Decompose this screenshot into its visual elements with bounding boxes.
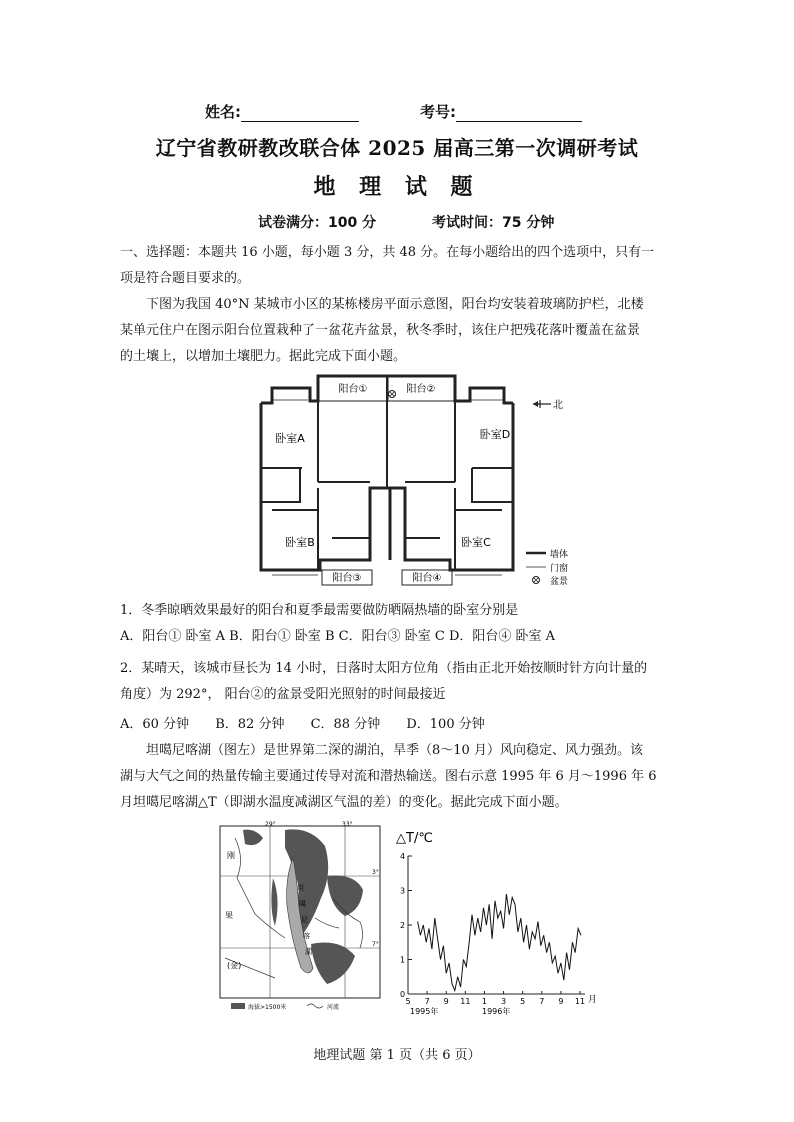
x-tick-label: 7 [539, 997, 545, 1006]
passage-1 [120, 292, 700, 370]
x-tick-label: 11 [574, 997, 586, 1006]
full-score: 试卷满分：100 分 [258, 215, 377, 231]
x-tick-label: 1 [481, 997, 487, 1006]
question-2 [120, 656, 720, 708]
passage-2-line2: 湖与大气之间的热量传输主要通过传导对流和潜热输送。图右示意 1995 年 6 月～1996 年 6 [120, 769, 657, 784]
wall-left [261, 403, 272, 570]
section-heading-line2: 项是符合题目要求的。 [120, 271, 251, 286]
option-b: B．82 分钟 [215, 717, 285, 732]
y-tick-label: 0 [400, 990, 406, 999]
question-2-stem-line2: 角度）为 292°， 阳台②的盆景受阳光照射的时间最接近 [120, 687, 446, 702]
delta-t-chart [390, 826, 605, 1022]
legend-elevation-swatch [231, 1003, 245, 1009]
exam-no-field [420, 101, 582, 122]
balcony-4-label: 阳台④ [412, 573, 442, 584]
lon-33-label: 33° [342, 821, 353, 828]
country-label-1: 刚 [227, 851, 235, 860]
exam-title: 辽宁省教研教改联合体 2025 届高三第一次调研考试 [155, 136, 639, 160]
chart-ylabel: △T/℃ [396, 831, 433, 846]
exam-time: 考试时间：75 分钟 [432, 215, 555, 231]
lat-3-label: 3° [372, 869, 379, 876]
name-label: 姓名: [205, 103, 241, 121]
exam-no-blank[interactable] [456, 107, 582, 122]
question-1 [120, 598, 720, 650]
legend-elevation-label: 海拔>1500米 [248, 1004, 287, 1011]
x-tick-label: 3 [501, 997, 507, 1006]
balcony-1-label: 阳台① [338, 384, 368, 395]
lake-label-3: 尼 [301, 916, 308, 924]
x-tick-label: 9 [443, 997, 449, 1006]
legend-river-label: 河流 [327, 1004, 340, 1011]
y-tick-label: 1 [400, 955, 406, 965]
passage-2-line1: 坦噶尼喀湖（图左）是世界第二深的湖泊，旱季（8～10 月）风向稳定、风力强劲。该 [146, 743, 643, 758]
legend-pot-icon [533, 577, 540, 584]
name-blank[interactable] [241, 107, 359, 122]
wall-bottom-left [272, 488, 390, 570]
question-1-options: A．阳台① 卧室 A B．阳台① 卧室 B C．阳台③ 卧室 C D．阳台④ 卧室 A [120, 629, 556, 644]
section-heading [120, 240, 700, 292]
bedroom-b-label: 卧室B [285, 536, 315, 549]
series-line [418, 894, 581, 991]
question-1-stem: 1．冬季晾晒效果最好的阳台和夏季最需要做防晒隔热墙的卧室分别是 [120, 603, 519, 618]
lon-29-label: 29° [265, 821, 276, 828]
lake-label-2: 噶 [299, 900, 306, 908]
floor-plan-figure [250, 370, 570, 592]
country-label-2: 果 [225, 911, 233, 920]
option-a: A．60 分钟 [120, 717, 190, 732]
x-tick-label: 5 [405, 997, 411, 1006]
balcony-2-label: 阳台② [406, 384, 436, 395]
section-heading-line1: 一、选择题：本题共 16 小题，每小题 3 分，共 48 分。在每小题给出的四个选项中，只有一 [120, 245, 655, 260]
chart-xlabel: 月 [588, 995, 598, 1005]
wall-bottom-right [370, 488, 390, 560]
question-2-stem-line1: 2．某晴天，该城市昼长为 14 小时，日落时太阳方位角（指由正北开始按顺时针方向计量的 [120, 661, 648, 676]
exam-subtitle: 地 理 试 题 [313, 174, 481, 200]
year-label-1996: 1996年 [482, 1007, 511, 1016]
page-footer: 地理试题 第 1 页（共 6 页） [313, 1048, 481, 1063]
name-field [205, 101, 359, 122]
country-label-3: (金) [227, 961, 242, 970]
legend-pot-label: 盆景 [550, 577, 569, 587]
pot-marker [389, 391, 396, 398]
bedroom-a-label: 卧室A [275, 432, 305, 445]
lake-map-figure [215, 818, 385, 1018]
option-d: D．100 分钟 [406, 717, 485, 732]
passage-2 [120, 738, 700, 816]
legend-wall-label: 墙体 [550, 550, 569, 560]
bedroom-d-label: 卧室D [479, 428, 511, 441]
option-c: C．88 分钟 [310, 717, 381, 732]
passage-1-line2: 某单元住户在图示阳台位置栽种了一盆花卉盆景，秋冬季时，该住户把残花落叶覆盖在盆景 [120, 323, 641, 338]
x-tick-label: 11 [460, 997, 471, 1006]
y-tick-label: 4 [400, 852, 406, 861]
legend-window-label: 门窗 [550, 564, 569, 574]
year-label-1995: 1995年 [410, 1007, 439, 1016]
exam-no-label: 考号: [420, 103, 456, 121]
lake-label-4: 喀 [303, 932, 310, 940]
passage-1-line1: 下图为我国 40°N 某城市小区的某栋楼房平面示意图，阳台均安装着玻璃防护栏，北楼 [146, 297, 644, 312]
x-tick-label: 9 [558, 997, 564, 1006]
x-tick-label: 7 [424, 997, 430, 1006]
north-arrow-icon [533, 400, 551, 408]
y-tick-label: 3 [400, 886, 406, 896]
y-tick-label: 2 [400, 921, 406, 930]
question-2-options [120, 713, 503, 732]
lake-label-5: 湖 [305, 948, 312, 956]
passage-2-line3: 月坦噶尼喀湖△T（即湖水温度减湖区气温的差）的变化。据此完成下面小题。 [120, 795, 568, 810]
balcony-3-label: 阳台③ [332, 573, 362, 584]
wall-bottom-right2 [390, 488, 502, 570]
legend-river-icon [307, 1004, 323, 1008]
lat-7-label: 7° [372, 941, 379, 948]
north-label: 北 [553, 400, 563, 411]
bedroom-c-label: 卧室C [461, 536, 491, 549]
lake-label-1: 坦 [297, 884, 304, 892]
passage-1-line3: 的土壤上，以增加土壤肥力。据此完成下面小题。 [120, 349, 407, 364]
x-tick-label: 5 [520, 997, 526, 1006]
